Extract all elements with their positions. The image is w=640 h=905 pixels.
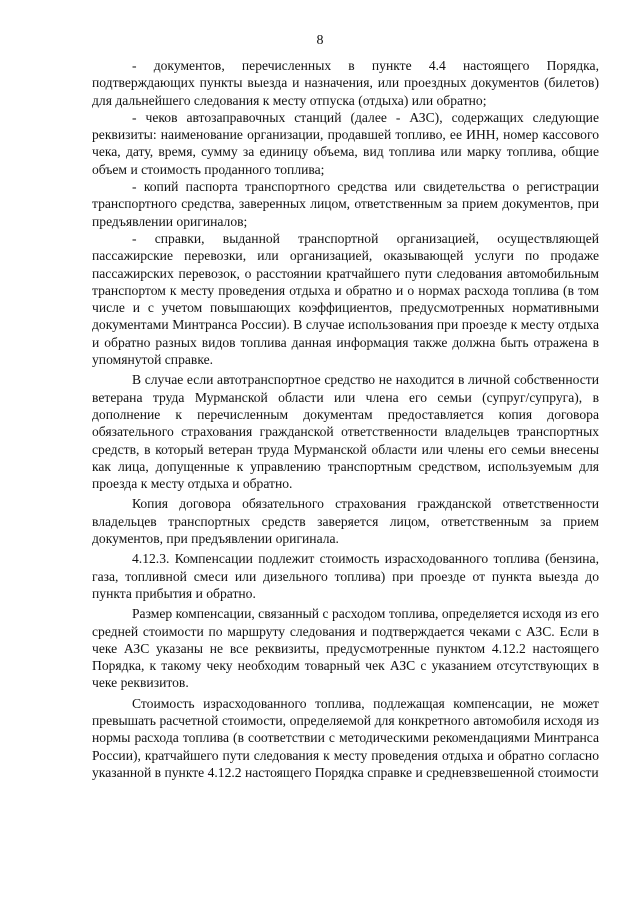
paragraph-distance-certificate: - справки, выданной транспортной организацией, осуществляющей пассажирские перевозки, или организацией, оказывающей услуги по продаже пассажирских перевозок, о расстоянии кратчайшего пути следования автомобильным транспортом к месту проведения отдыха и обратно и о нормах расхода топлива (в том числе и с учетом повышающих коэффициентов, предусмотренных нормативными документами Минтранса России). В случае использования при проезде к месту отдыха и обратно разных видов топлива данная информация также должна быть отражена в упомянутой справке. <box>92 230 599 368</box>
paragraph-insurance-requirement: В случае если автотранспортное средство не находится в личной собственности ветерана труда Мурманской области или члена его семьи (супруг/супруга), в дополнение к перечисленным документам предоставляется копия договора обязательного страхования гражданской ответственности владельцев транспортных средств, в который ветеран труда Мурманской области или члены его семьи внесены как лица, допущенные к управлению транспортным средством, используемым для проезда к месту отдыха и обратно. <box>92 372 599 492</box>
paragraph-vehicle-passport: - копий паспорта транспортного средства или свидетельства о регистрации транспортного средства, заверенных лицом, ответственным за прием документов, при предъявлении оригиналов; <box>92 179 599 229</box>
paragraph-travel-documents: - документов, перечисленных в пункте 4.4 настоящего Порядка, подтверждающих пункты выезда и назначения, или проездных документов (билетов) для дальнейшего следования к месту отпуска (отдыха) или обратно; <box>92 58 599 108</box>
paragraph-insurance-copy: Копия договора обязательного страхования гражданской ответственности владельцев транспортных средств заверяется лицом, ответственным за прием документов, при предъявлении оригинала. <box>92 496 599 547</box>
paragraph-4-12-3: 4.12.3. Компенсации подлежит стоимость израсходованного топлива (бензина, газа, топливной смеси или дизельного топлива) при проезде от пункта выезда до пункта прибытия и обратно. <box>92 551 599 601</box>
paragraph-fuel-receipts: - чеков автозаправочных станций (далее - АЗС), содержащих следующие реквизиты: наименование организации, продавшей топливо, ее ИНН, номер кассового чека, дату, время, сумму за единицу объема, вид топлива или марку топлива, общие объем и стоимость проданного топлива; <box>92 109 599 177</box>
document-body <box>92 57 599 781</box>
paragraph-compensation-amount: Размер компенсации, связанный с расходом топлива, определяется исходя из его средней стоимости по маршруту следования и подтверждается чеками с АЗС. Если в чеке АЗС указаны не все реквизиты, предусмотренные пунктом 4.12.2 настоящего Порядка, к такому чеку необходим товарный чек АЗС с указанием отсутствующих в чеке реквизитов. <box>92 606 599 691</box>
paragraph-fuel-cost-limit: Стоимость израсходованного топлива, подлежащая компенсации, не может превышать расчетной стоимости, определяемой для конкретного автомобиля исходя из нормы расхода топлива (в соответствии с методическими рекомендациями Минтранса России), кратчайшего пути следования к месту проведения отдыха и обратно согласно указанной в пункте 4.12.2 настоящего Порядка справке и средневзвешенной стоимости <box>92 695 599 780</box>
page-number: 8 <box>316 33 324 48</box>
